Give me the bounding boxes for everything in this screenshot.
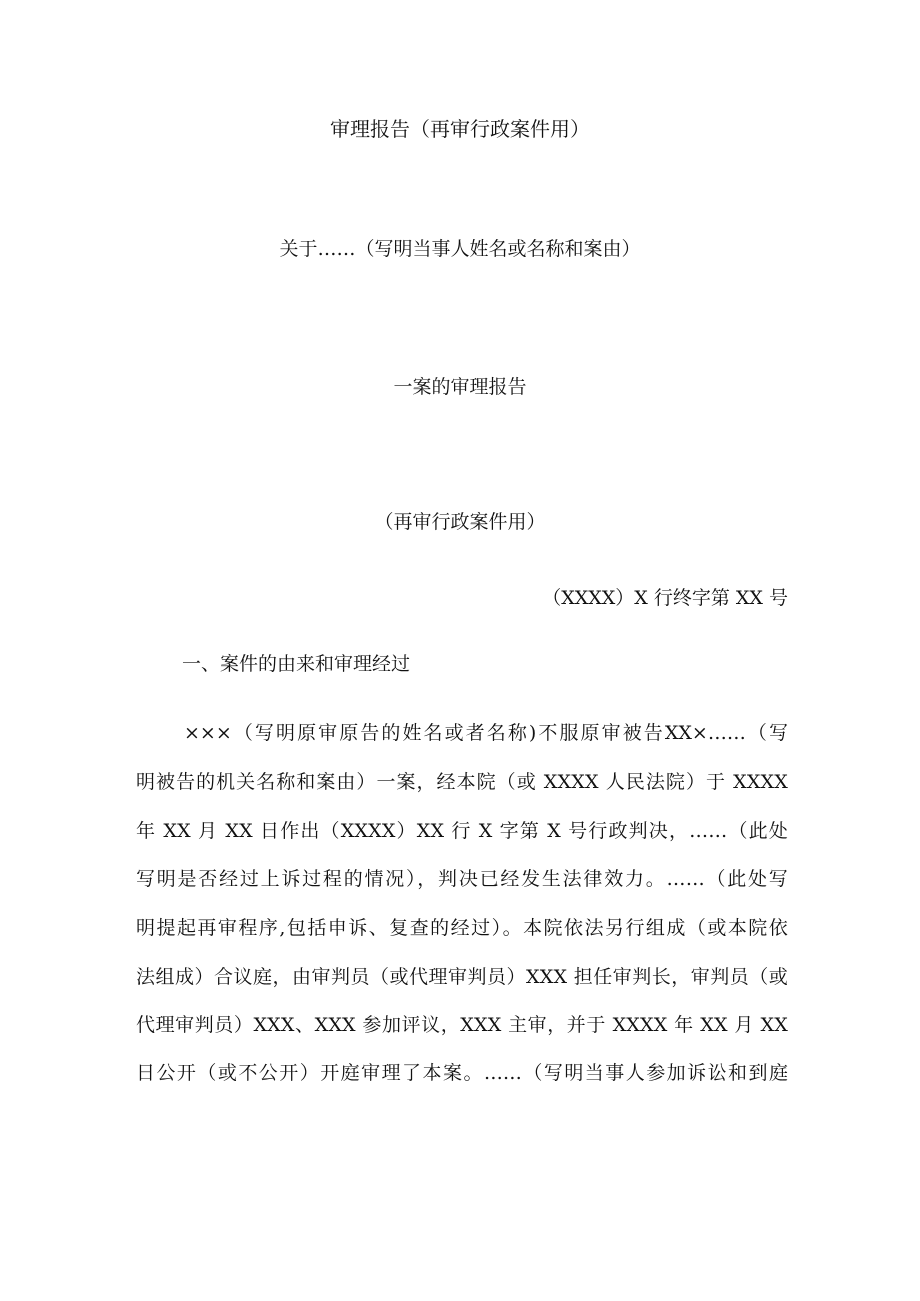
case-number: （XXXX）X 行终字第 XX 号 xyxy=(542,587,788,609)
paragraph-line: 明被告的机关名称和案由）一案，经本院（或 XXXX 人民法院）于 XXXX xyxy=(136,771,788,793)
paragraph-line: 日公开（或不公开）开庭审理了本案。……（写明当事人参加诉讼和到庭 xyxy=(136,1062,788,1084)
paragraph-line: 代理审判员）XXX、XXX 参加评议，XXX 主审，并于 XXXX 年 XX 月 XX xyxy=(136,1014,788,1036)
paragraph-line: 法组成）合议庭，由审判员（或代理审判员）XXX 担任审判长，审判员（或 xyxy=(136,966,788,988)
paragraph-line: ×××（写明原审原告的姓名或者名称)不服原审被告XX×……（写 xyxy=(184,722,788,744)
section-heading: 一、案件的由来和审理经过 xyxy=(182,653,411,675)
document-title: 审理报告（再审行政案件用） xyxy=(330,117,590,141)
about-line: 关于……（写明当事人姓名或名称和案由） xyxy=(279,238,641,260)
paragraph-line: 年 XX 月 XX 日作出（XXXX）XX 行 X 字第 X 号行政判决，……（此处 xyxy=(136,820,788,842)
paragraph-line: 写明是否经过上诉过程的情况），判决已经发生法律效力。……（此处写 xyxy=(136,868,788,890)
paragraph-line: 明提起再审程序,包括申诉、复查的经过）。本院依法另行组成（或本院依 xyxy=(136,917,788,939)
case-type-line: （再审行政案件用） xyxy=(374,511,546,533)
report-subtitle: 一案的审理报告 xyxy=(393,376,527,398)
